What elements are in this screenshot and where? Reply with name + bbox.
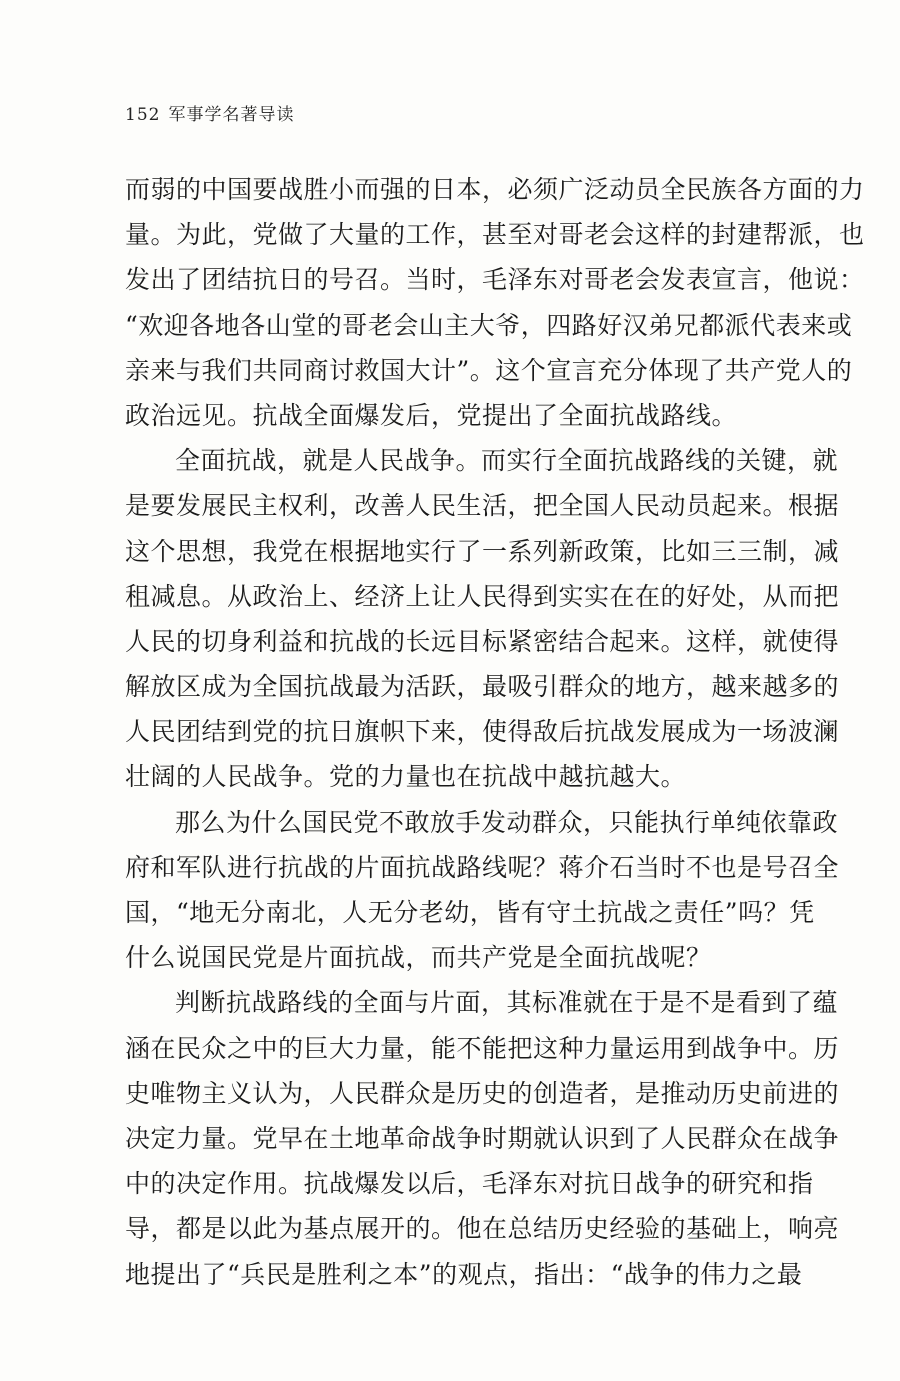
text-line: 史唯物主义认为，人民群众是历史的创造者，是推动历史前进的 <box>125 1078 840 1108</box>
text-line: 解放区成为全国抗战最为活跃，最吸引群众的地方，越来越多的 <box>125 672 840 702</box>
text-line: 那么为什么国民党不敢放手发动群众，只能执行单纯依靠政 <box>175 807 839 837</box>
book-title: 军事学名著导读 <box>168 105 295 125</box>
text-line: 人民团结到党的抗日旗帜下来，使得敌后抗战发展成为一场波澜 <box>125 717 840 747</box>
page-number: 152 <box>125 105 161 125</box>
text-line: 中的决定作用。抗战爆发以后，毛泽东对抗日战争的研究和指 <box>125 1169 814 1199</box>
text-line: 这个思想，我党在根据地实行了一系列新政策，比如三三制，减 <box>125 536 840 566</box>
text-line: 是要发展民主权利，改善人民生活，把全国人民动员起来。根据 <box>125 491 840 521</box>
text-line: 地提出了“兵民是胜利之本”的观点，指出：“战争的伟力之最 <box>125 1259 803 1289</box>
text-line: 导，都是以此为基点展开的。他在总结历史经验的基础上，响亮 <box>125 1214 840 1244</box>
text-line: 全面抗战，就是人民战争。而实行全面抗战路线的关键，就 <box>175 446 839 476</box>
text-line: 涵在民众之中的巨大力量，能不能把这种力量运用到战争中。历 <box>125 1033 840 1063</box>
text-line: “欢迎各地各山堂的哥老会山主大爷，四路好汉弟兄都派代表来或 <box>125 310 853 340</box>
text-line: 租减息。从政治上、经济上让人民得到实实在在的好处，从而把 <box>125 581 840 611</box>
text-line: 壮阔的人民战争。党的力量也在抗战中越抗越大。 <box>125 762 687 792</box>
text-line: 发出了团结抗日的号召。当时，毛泽东对哥老会发表宣言，他说： <box>125 265 865 295</box>
text-line: 府和军队进行抗战的片面抗战路线呢？蒋介石当时不也是号召全 <box>125 852 840 882</box>
running-header <box>125 100 294 125</box>
text-line: 人民的切身利益和抗战的长远目标紧密结合起来。这样，就使得 <box>125 626 840 656</box>
text-line: 政治远见。抗战全面爆发后，党提出了全面抗战路线。 <box>125 400 738 430</box>
text-line: 判断抗战路线的全面与片面，其标准就在于是不是看到了蕴 <box>175 988 839 1018</box>
text-line: 什么说国民党是片面抗战，而共产党是全面抗战呢？ <box>125 943 712 973</box>
text-line: 而弱的中国要战胜小而强的日本，必须广泛动员全民族各方面的力 <box>125 175 865 204</box>
text-line: 国，“地无分南北，人无分老幼，皆有守土抗战之责任”吗？凭 <box>125 898 815 927</box>
body-text <box>125 167 865 1297</box>
text-line: 亲来与我们共同商讨救国大计”。这个宣言充分体现了共产党人的 <box>125 355 853 385</box>
text-line: 量。为此，党做了大量的工作，甚至对哥老会这样的封建帮派，也 <box>125 220 865 250</box>
text-line: 决定力量。党早在土地革命战争时期就认识到了人民群众在战争 <box>125 1123 840 1153</box>
